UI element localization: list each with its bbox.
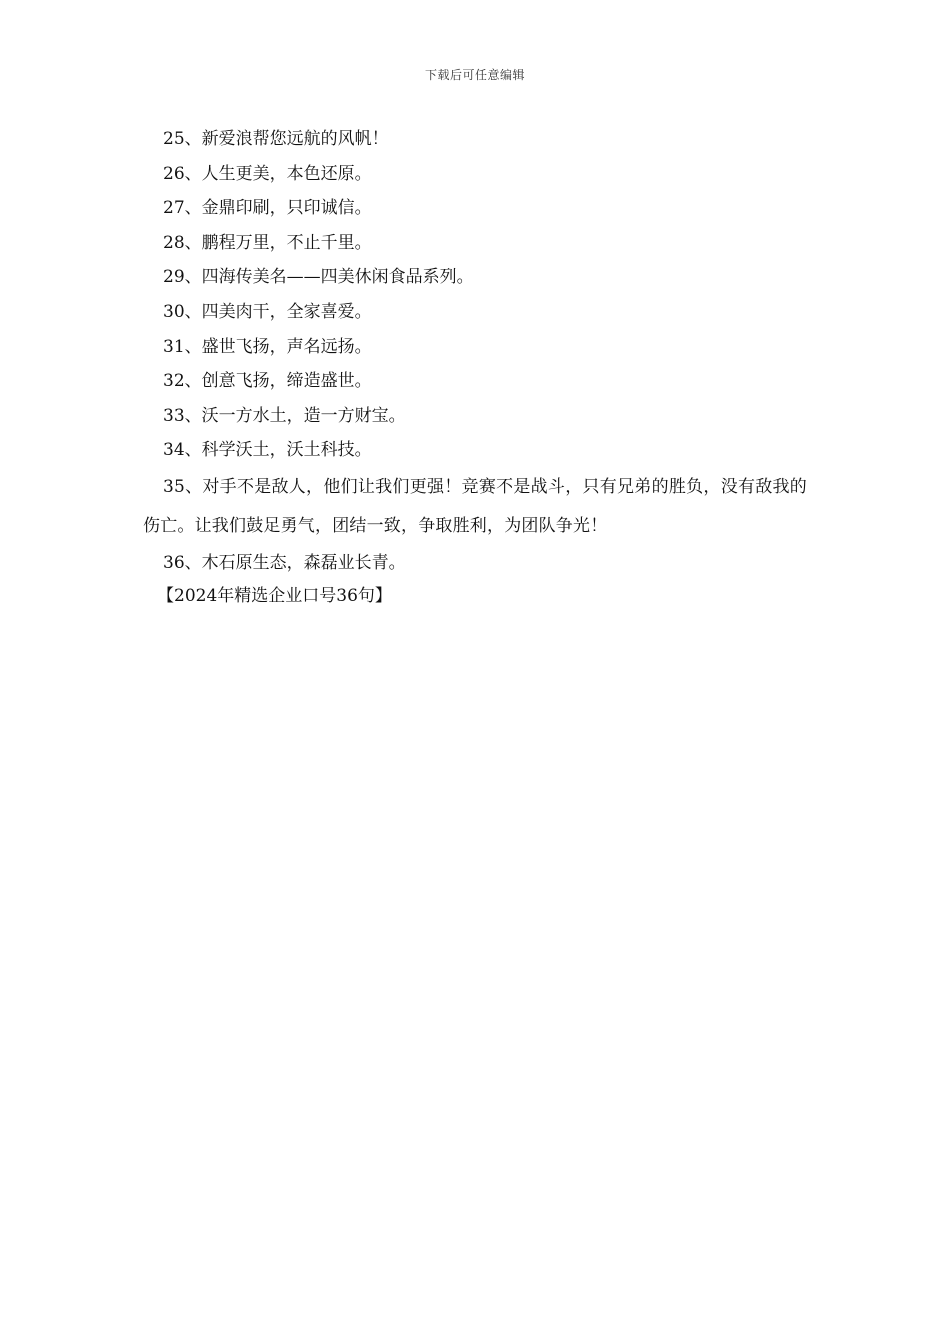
list-item: 26、人生更美，本色还原。: [163, 163, 372, 184]
list-item: 31、盛世飞扬，声名远扬。: [163, 336, 372, 357]
list-item: 32、创意飞扬，缔造盛世。: [163, 371, 372, 392]
list-item: 34、科学沃土，沃土科技。: [163, 440, 372, 461]
page-header-note: 下载后可任意编辑: [424, 68, 525, 82]
list-item-long: 35、对手不是敌人，他们让我们更强！竞赛不是战斗，只有兄弟的胜负，没有敌我的伤亡。让我们鼓足勇气，团结一致，争取胜利，为团队争光！: [143, 476, 807, 536]
document-title-footer: 【2024年精选企业口号36句】: [157, 585, 392, 606]
list-item: 33、沃一方水土，造一方财宝。: [163, 405, 406, 426]
list-item: 36、木石原生态，森磊业长青。: [163, 552, 406, 573]
list-item: 29、四海传美名——四美休闲食品系列。: [163, 267, 474, 288]
list-item: 28、鹏程万里，不止千里。: [163, 232, 372, 253]
document-body: [143, 122, 807, 615]
list-item: 30、四美肉干，全家喜爱。: [163, 301, 372, 322]
list-item: 25、新爱浪帮您远航的风帆！: [163, 129, 389, 149]
list-item: 27、金鼎印刷，只印诚信。: [163, 198, 372, 219]
